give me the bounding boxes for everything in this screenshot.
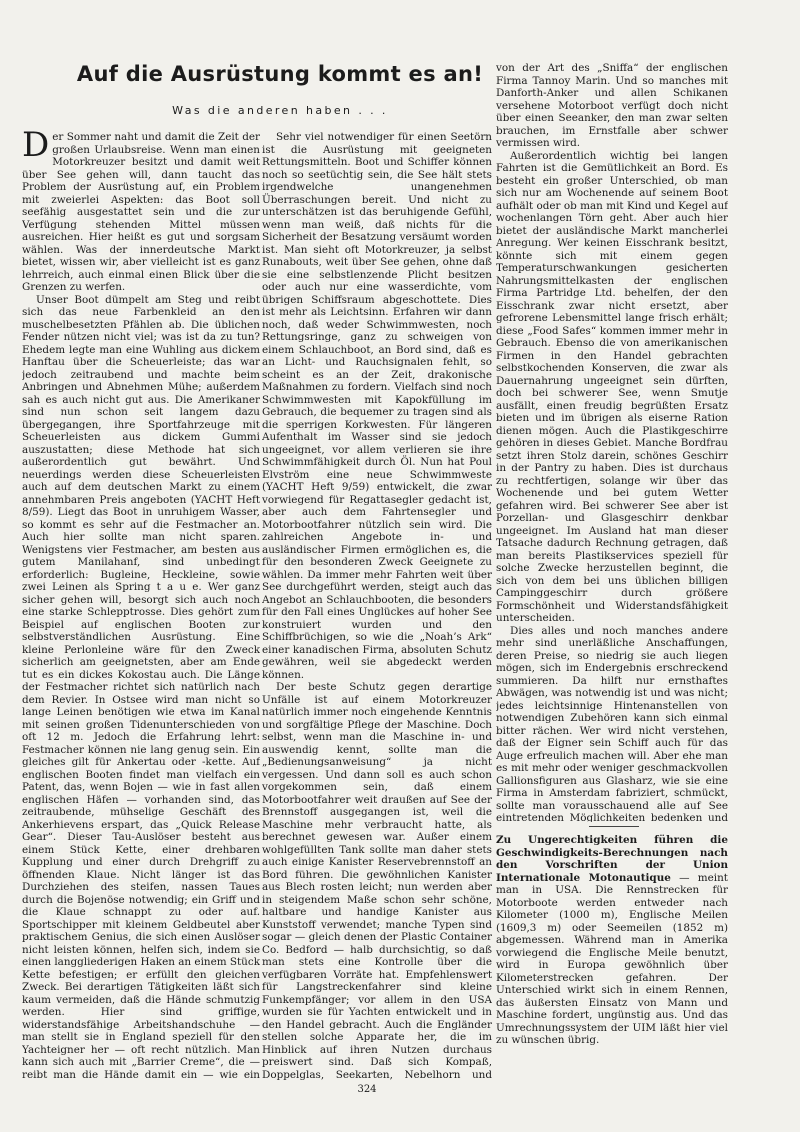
paragraph: Der beste Schutz gegen derartige Unfälle ist auf einem Motorkreuzer natürlich immer noch eingehende Kenntnis und sorgfältige Pflege der Maschine. Doch selbst, wenn man die Maschine in- und auswendig kennt, sollte man die „Bedienungsanweisung“ ja nicht vergessen. Und dann soll es auch schon vorgekommen sein, daß einem Motorbootfahrer weit draußen auf See der Brennstoff ausgegangen ist, weil die Maschine mehr verbraucht hatte, als berechnet gewesen war. Außer einem wohlgefüllten Tank sollte man daher stets auch einige Kanister Reservebrennstoff an Bord führen. Die gewöhnlichen Kanister aus Blech rosten leicht; nun werden aber in steigendem Maße schon sehr schöne, haltbare und handige Kanister aus Kunststoff verwendet; manche Typen sind sogar — gleich denen der Plastic Container Co. Bedford — halb durchsichtig, so daß man stets eine Kontrolle über die verfügbaren Vorräte hat. Empfehlenswert für Langstreckenfahrer sind kleine Funkempfänger; vor allem in den USA wurden sie für Yachten entwickelt und in den Handel gebracht. Auch die Engländer stellen solche Apparate her, die im Hinblick auf ihren Nutzen durchaus preiswert sind. Daß sich Kompaß, Doppelglas, Seekarten, Nebelhorn und [262, 681, 492, 1081]
notice-text: — meint man in USA. Die Rennstrecken für Motorboote werden entweder nach Kilometer (1000 m), Englische Meilen (1609,3 m) oder Seemeilen (1852 m) abgemessen. Während man in Amerika vorwiegend die Englische Meile benutzt, wird in Europa gewöhnlich über Kilometerstrecken gefahren. Der Unterschied wirkt sich in einem Rennen, das äußersten Einsatz von Mann und Maschine fordert, ungünstig aus. Und das Umrechnungssystem der UIM läßt hier viel zu wünschen übrig. [496, 871, 728, 1046]
article-column-1 [22, 131, 260, 1081]
drop-cap: D [22, 131, 50, 165]
paragraph-text: er Sommer naht und damit die Zeit der großen Urlaubsreise. Wenn man einen Motorkreuzer besitzt und damit weit über See gehen will, dann taucht das Problem der Ausrüstung auf, ein Problem mit zweierlei Aspekten: das Boot soll seefähig ausgestattet sein und die zur Verfügung stehenden Mittel müssen ausreichen. Hier heißt es gut und sorgsam wählen. Was der innerdeutsche Markt bietet, wissen wir, aber vielleicht ist es ganz lehrreich, auch einmal einen Blick über die Grenzen zu werfen. [22, 131, 260, 293]
news-notice [496, 834, 728, 1074]
paragraph [22, 131, 260, 294]
paragraph: Sehr viel notwendiger für einen Seetörn ist die Ausrüstung mit geeigneten Rettungsmitteln. Boot und Schiffer können noch so seetüchtig sein, die See hält stets irgendwelche unangenehmen Überraschungen bereit. Und nicht zu unterschätzen ist das beruhigende Gefühl, wenn man weiß, daß nichts für die Sicherheit der Besatzung versäumt worden ist. Man sieht oft Motorkreuzer, ja selbst Runabouts, weit über See gehen, ohne daß sie eine selbstlenzende Plicht besitzen oder auch nur eine wasserdichte, vom übrigen Schiffsraum abgeschottete. Dies ist mehr als Leichtsinn. Erfahren wir dann noch, daß weder Schwimmwesten, noch Rettungsringe, ganz zu schweigen von einem Schlauchboot, an Bord sind, daß es an Licht- und Rauchsignalen fehlt, so scheint es an der Zeit, drakonische Maßnahmen zu fordern. Vielfach sind noch Schwimmwesten mit Kapokfüllung im Gebrauch, die bequemer zu tragen sind als die sperrigen Korkwesten. Für längeren Aufenthalt im Wasser sind sie jedoch ungeeignet, vor allem verlieren sie ihre Schwimmfähigkeit durch Öl. Nun hat Poul Elvström eine neue Schwimmweste (YACHT Heft 9/59) entwickelt, die zwar vorwiegend für Regattasegler gedacht ist, aber auch dem Fahrtensegler und Motorbootfahrer nützlich sein wird. Die zahlreichen Angebote in- und ausländischer Firmen ermöglichen es, die für den besonderen Zweck Geeignete zu wählen. Da immer mehr Fahrten weit über See durchgeführt werden, steigt auch das Angebot an Schlauchbooten, die besonders für den Fall eines Unglückes auf hoher See konstruiert wurden und den Schiffbrüchigen, so wie die „Noah’s Ark“ einer kanadischen Firma, absoluten Schutz gewähren, weil sie abgedeckt werden können. [262, 131, 492, 681]
notice-headline: Zu Ungerechtigkeiten führen die Geschwindigkeits-Berechnungen nach den Vorschriften der Union Internationale Motonautique [496, 834, 728, 884]
paragraph: Außerordentlich wichtig bei langen Fahrten ist die Gemütlichkeit an Bord. Es besteht ein großer Unterschied, ob man sich nur am Wochenende auf seinem Boot aufhält oder ob man mit Kind und Kegel auf wochenlangen Törn geht. Aber auch hier bietet der ausländische Markt mancherlei Anregung. Wer keinen Eisschrank besitzt, könnte sich mit einem gegen Temperaturschwankungen gesicherten Nahrungsmittelkasten der englischen Firma Partridge Ltd. behelfen, der den Eisschrank zwar nicht ersetzt, aber gefrorene Lebensmittel lange frisch erhält; diese „Food Safes“ kommen immer mehr in Gebrauch. Ebenso die von amerikanischen Firmen in den Handel gebrachten selbstkochenden Konserven, die zwar als Dauernahrung ungeeignet sein dürften, doch bei schwerer See, wenn Smutje ausfällt, einen freudig begrüßten Ersatz bieten und im übrigen als eiserne Ration dienen mögen. Auch die Plastikgeschirre gehören in dieses Gebiet. Manche Bordfrau setzt ihren Stolz darein, schönes Geschirr in der Pantry zu haben. Dies ist durchaus zu rechtfertigen, solange wir über das Wochenende und bei gutem Wetter gefahren wird. Bei schwerer See aber ist Porzellan- und Glasgeschirr denkbar ungeeignet. Im Ausland hat man dieser Tatsache dadurch Rechnung getragen, daß man bereits Plastikservices speziell für solche Zwecke herzustellen beginnt, die sich von dem bei uns üblichen billigen Campinggeschirr durch größere Formschönheit und Widerstandsfähigkeit unterscheiden. [496, 149, 728, 624]
page-number: 324 [357, 1084, 377, 1095]
article-title: Auf die Ausrüstung kommt es an! [76, 62, 484, 86]
article-subtitle: Was die anderen haben . . . [172, 104, 388, 117]
article-column-3 [496, 62, 728, 822]
article-column-2 [262, 131, 492, 1081]
section-divider [589, 826, 639, 827]
paragraph: von der Art des „Sniffa“ der englischen Firma Tannoy Marin. Und so manches mit Danforth-Anker und allen Schikanen versehene Motorboot verfügt doch nicht über einen Seeanker, den man zwar selten brauchen, im Ernstfalle aber schwer vermissen wird. [496, 62, 728, 149]
paragraph: Dies alles und noch manches andere mehr sind unerläßliche Anschaffungen, deren Preise, so niedrig sie auch liegen mögen, sich im Endergebnis erschreckend summieren. Da hilft nur ernsthaftes Abwägen, was notwendig ist und was nicht; jedes leichtsinnige Hintenanstellen von notwendigen Zubehören kann sich einmal bitter rächen. Wer wird nicht verstehen, daß der Eigner sein Schiff auch für das Auge erfreulich machen will. Aber ehe man es mit mehr oder weniger geschmackvollen Gallionsfiguren aus Glasharz, wie sie eine Firma in Amsterdam fabriziert, schmückt, sollte man vorausschauend alle auf See eintretenden Möglichkeiten bedenken und [496, 624, 728, 822]
paragraph: Unser Boot dümpelt am Steg und reibt sich das neue Farbenkleid an den muschelbesetzten Pfählen ab. Die üblichen Fender nützen nicht viel; was ist da zu tun? Ehedem legte man eine Wuhling aus dickem Hanftau über die Scheuerleiste; das war jedoch zeitraubend und machte beim Anbringen und Abnehmen Mühe; außerdem sah es auch nicht gut aus. Die Amerikaner sind nun schon seit langem dazu übergegangen, ihre Sportfahrzeuge mit Scheuerleisten aus dickem Gummi auszustatten; diese Methode hat sich außerordentlich gut bewährt. Und neuerdings werden diese Scheuerleisten auch auf dem deutschen Markt zu einem annehmbaren Preis angeboten (YACHT Heft 8/59). Liegt das Boot in unruhigem Wasser, so kommt es sehr auf die Festmacher an. Auch hier sollte man nicht sparen. Wenigstens vier Festmacher, am besten aus gutem Manilahanf, sind unbedingt erforderlich: Bugleine, Heckleine, sowie zwei Leinen als Spring t a u e. Wer ganz sicher gehen will, besorgt sich auch noch eine starke Schlepptrosse. Dies gehört zum Beispiel auf englischen Booten zur selbstverständlichen Ausrüstung. Eine kleine Perlonleine wäre für den Zweck sicherlich am geeignetsten, aber am Ende tut es ein dickes Kokostau auch. Die Länge der Festmacher richtet sich natürlich nach dem Revier. In Ostsee wird man nicht so lange Leinen benötigen wie etwa im Kanal mit seinen großen Tidenunterschieden von oft 12 m. Jedoch die Erfahrung lehrt: Festmacher können nie lang genug sein. Ein gleiches gilt für Ankertau oder -kette. Auf englischen Booten findet man vielfach ein Patent, das, wenn Bojen — wie in fast allen englischen Häfen — vorhanden sind, das zeitraubende, mühselige Geschäft des Ankerhievens erspart, das „Quick Release Gear“. Dieser Tau-Auslöser besteht aus einem Stück Kette, einer drehbaren Kupplung und einer durch Drehgriff zu öffnenden Klaue. Nicht länger ist das Durchziehen des steifen, nassen Taues durch die Bojenöse notwendig; ein Griff und die Klaue schnappt zu oder auf. Sportschipper mit kleinem Geldbeutel aber praktischem Genius, die sich einen Auslöser nicht leisten können, helfen sich, indem sie einen langgliederigen Haken an einem Stück Kette befestigen; er erfüllt den gleichen Zweck. Bei derartigen Tätigkeiten läßt sich kaum vermeiden, daß die Hände schmutzig werden. Hier sind griffige, widerstandsfähige Arbeitshandschuhe — man stellt sie in England speziell für den Yachteigner her — oft recht nützlich. Man kann sich auch mit „Barrier Creme“, die — reibt man die Hände damit ein — wie ein [22, 293, 260, 1081]
